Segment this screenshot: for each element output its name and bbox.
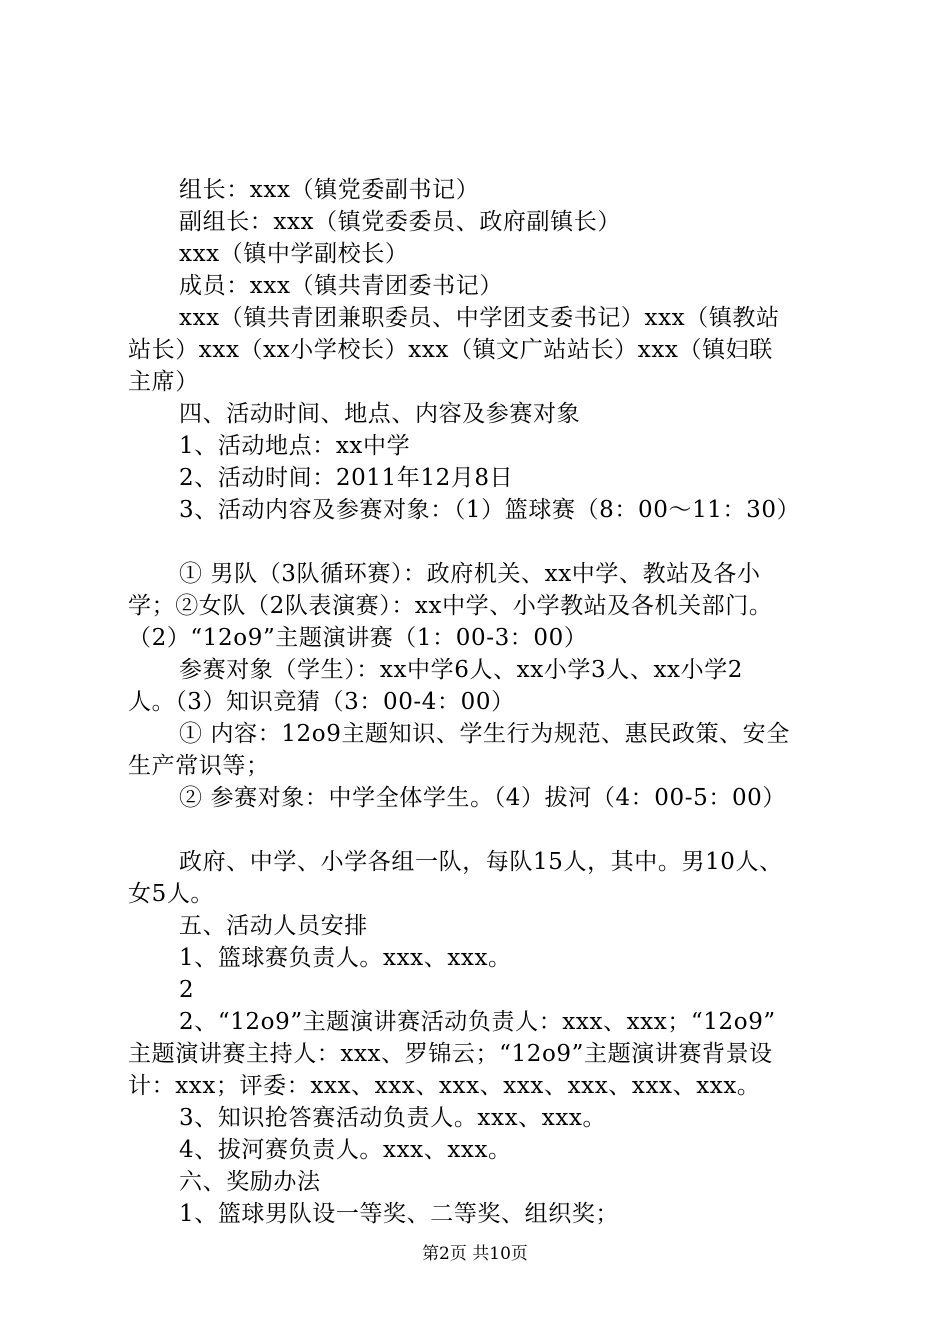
text-line: ① 内容：12o9主题知识、学生行为规范、惠民政策、安全 [179, 721, 790, 747]
section-heading: 五、活动人员安排 [179, 913, 368, 939]
text-line: 2、活动时间：2011年12月8日 [179, 465, 514, 491]
text-line: 主题演讲赛主持人：xxx、罗锦云；“12o9”主题演讲赛背景设 [128, 1041, 773, 1067]
text-line: ① 男队（3队循环赛）：政府机关、xx中学、教站及各小 [179, 561, 761, 587]
section-heading: 四、活动时间、地点、内容及参赛对象 [179, 401, 581, 427]
text-line: 学；②女队（2队表演赛）：xx中学、小学教站及各机关部门。 [128, 593, 773, 619]
page-footer: 第2页 共10页 [422, 1244, 528, 1264]
text-line: 组长：xxx（镇党委副书记） [179, 177, 480, 203]
text-line: 计：xxx；评委：xxx、xxx、xxx、xxx、xxx、xxx、xxx。 [128, 1073, 761, 1099]
text-line: ② 参赛对象：中学全体学生。（4）拔河（4：00-5：00） [179, 785, 787, 811]
text-line: 生产常识等； [128, 753, 270, 779]
text-line: 政府、中学、小学各组一队，每队15人，其中。男10人、 [179, 849, 783, 875]
blank-line [128, 814, 834, 846]
text-line: 2 [179, 977, 195, 1003]
document-body [128, 174, 834, 1230]
text-line: 女5人。 [128, 881, 215, 907]
text-line: 成员：xxx（镇共青团委书记） [179, 273, 503, 299]
text-line: 3、知识抢答赛活动负责人。xxx、xxx。 [179, 1105, 607, 1131]
text-line: 4、拔河赛负责人。xxx、xxx。 [179, 1137, 512, 1163]
text-line: 参赛对象（学生）：xx中学6人、xx小学3人、xx小学2 [179, 657, 744, 683]
text-line: 1、活动地点：xx中学 [179, 433, 411, 459]
text-line: （2）“12o9”主题演讲赛（1：00-3：00） [128, 625, 588, 651]
text-line: 主席） [128, 369, 199, 395]
text-line: xxx（镇共青团兼职委员、中学团支委书记）xxx（镇教站 [179, 305, 780, 331]
text-line: 2、“12o9”主题演讲赛活动负责人：xxx、xxx；“12o9” [179, 1009, 776, 1035]
section-heading: 六、奖励办法 [179, 1169, 321, 1195]
text-line: xxx（镇中学副校长） [179, 241, 409, 267]
text-line: 1、篮球赛负责人。xxx、xxx。 [179, 945, 512, 971]
text-line: 1、篮球男队设一等奖、二等奖、组织奖； [179, 1201, 620, 1227]
text-line: 副组长：xxx（镇党委委员、政府副镇长） [179, 209, 621, 235]
text-line: 人。（3）知识竞猜（3：00-4：00） [128, 689, 515, 715]
text-line: 3、活动内容及参赛对象：（1）篮球赛（8：00～11：30） [179, 497, 801, 523]
blank-line [128, 526, 834, 558]
text-line: 站长）xxx（xx小学校长）xxx（镇文广站站长）xxx（镇妇联 [128, 337, 773, 363]
